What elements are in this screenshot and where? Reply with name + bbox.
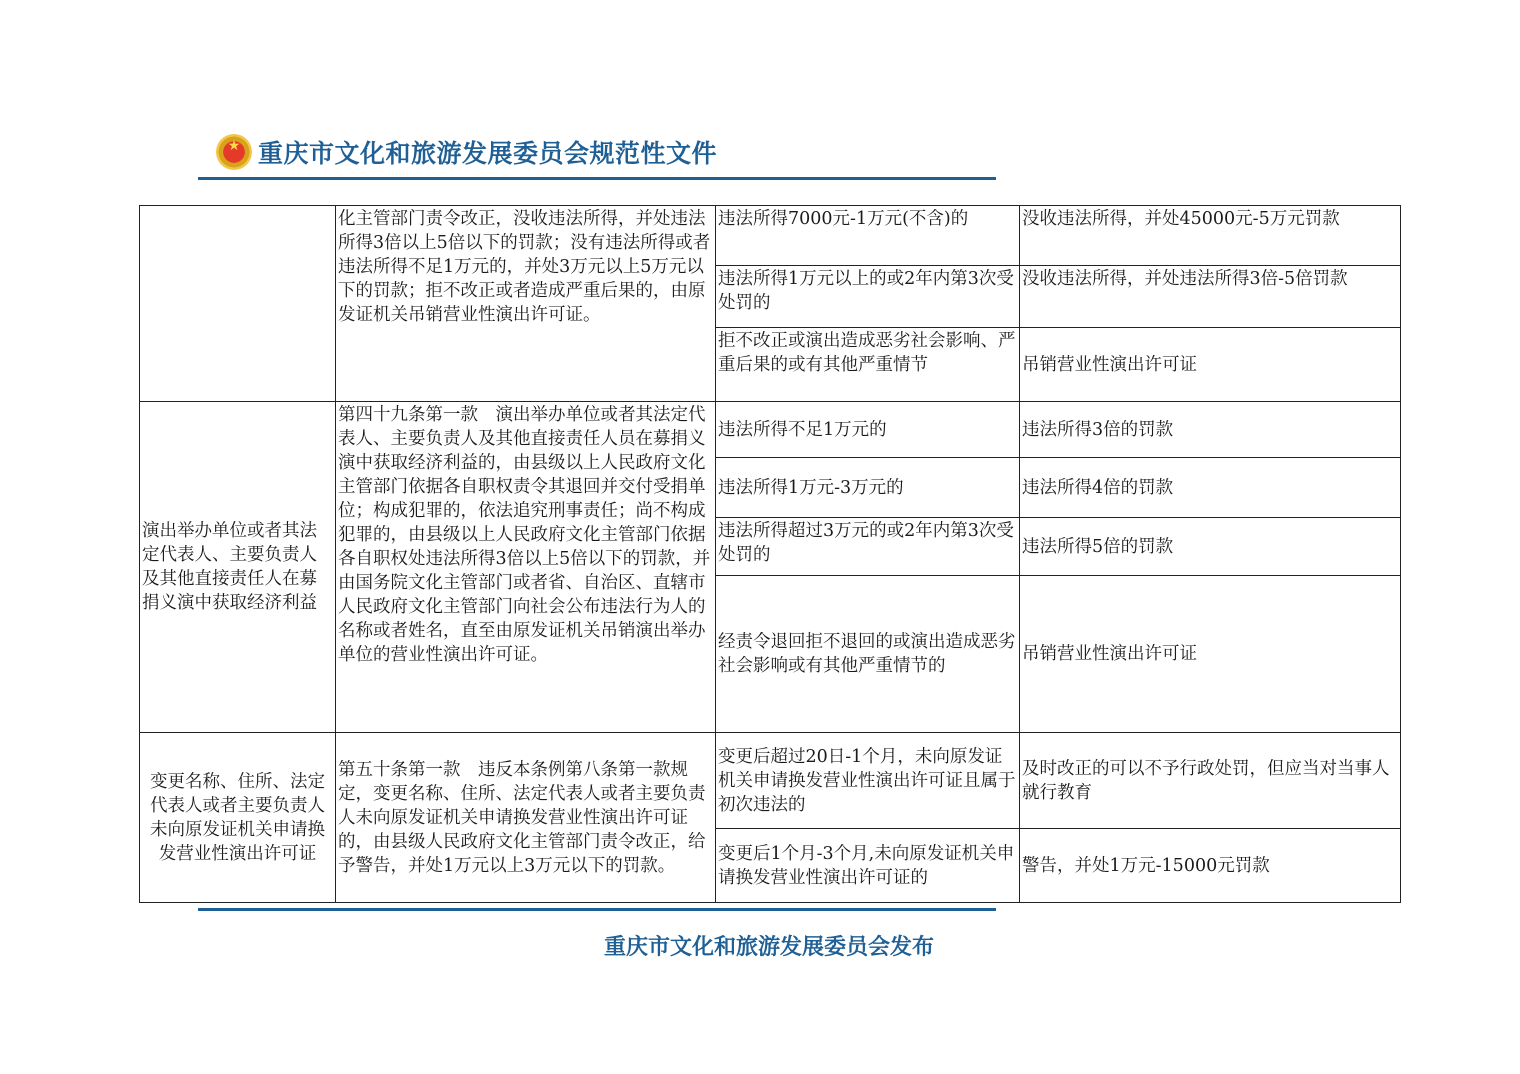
table-row bbox=[140, 206, 1401, 266]
penalty-cell: 及时改正的可以不予行政处罚，但应当对当事人就行教育 bbox=[1020, 733, 1401, 829]
penalty-cell: 没收违法所得，并处违法所得3倍-5倍罚款 bbox=[1020, 266, 1401, 328]
circumstance-cell: 经责令退回拒不退回的或演出造成恶劣社会影响或有其他严重情节的 bbox=[716, 576, 1020, 733]
footer-publisher: 重庆市文化和旅游发展委员会发布 bbox=[604, 935, 935, 960]
violation-cell: 变更名称、住所、法定代表人或者主要负责人未向原发证机关申请换发营业性演出许可证 bbox=[140, 733, 336, 903]
circumstance-cell: 变更后1个月-3个月,未向原发证机关申请换发营业性演出许可证的 bbox=[716, 829, 1020, 903]
circumstance-cell: 违法所得7000元-1万元(不含)的 bbox=[716, 206, 1020, 266]
penalty-cell: 吊销营业性演出许可证 bbox=[1020, 328, 1401, 402]
header-title: 重庆市文化和旅游发展委员会规范性文件 bbox=[258, 139, 718, 168]
provision-cell: 第四十九条第一款 演出举办单位或者其法定代表人、主要负责人及其他直接责任人员在募捐义演中获取经济利益的，由县级以上人民政府文化主管部门依据各自职权责令其退回并交付受捐单位；构成犯罪的，依法追究刑事责任；尚不构成犯罪的，由县级以上人民政府文化主管部门依据各自职权处违法所得3倍以上5倍以下的罚款，并由国务院文化主管部门或者省、自治区、直辖市人民政府文化主管部门向社会公布违法行为人的名称或者姓名，直至由原发证机关吊销演出举办单位的营业性演出许可证。 bbox=[336, 402, 716, 733]
penalty-cell: 违法所得5倍的罚款 bbox=[1020, 518, 1401, 576]
violation-cell: 演出举办单位或者其法定代表人、主要负责人及其他直接责任人在募捐义演中获取经济利益 bbox=[140, 402, 336, 733]
circumstance-cell: 违法所得1万元-3万元的 bbox=[716, 458, 1020, 518]
violation-cell bbox=[140, 206, 336, 402]
document-header bbox=[216, 132, 717, 172]
penalty-cell: 违法所得3倍的罚款 bbox=[1020, 402, 1401, 458]
circumstance-cell: 变更后超过20日-1个月，未向原发证机关申请换发营业性演出许可证且属于初次违法的 bbox=[716, 733, 1020, 829]
table-row bbox=[140, 733, 1401, 829]
provision-cell: 第五十条第一款 违反本条例第八条第一款规定，变更名称、住所、法定代表人或者主要负责人未向原发证机关申请换发营业性演出许可证的，由县级人民政府文化主管部门责令改正，给予警告，并处1万元以上3万元以下的罚款。 bbox=[336, 733, 716, 903]
circumstance-cell: 违法所得1万元以上的或2年内第3次受处罚的 bbox=[716, 266, 1020, 328]
circumstance-cell: 违法所得超过3万元的或2年内第3次受处罚的 bbox=[716, 518, 1020, 576]
penalty-cell: 吊销营业性演出许可证 bbox=[1020, 576, 1401, 733]
circumstance-cell: 拒不改正或演出造成恶劣社会影响、严重后果的或有其他严重情节 bbox=[716, 328, 1020, 402]
circumstance-cell: 违法所得不足1万元的 bbox=[716, 402, 1020, 458]
header-rule bbox=[198, 177, 996, 180]
penalty-cell: 违法所得4倍的罚款 bbox=[1020, 458, 1401, 518]
penalty-cell: 警告，并处1万元-15000元罚款 bbox=[1020, 829, 1401, 903]
footer-rule bbox=[198, 908, 996, 911]
national-emblem-icon bbox=[216, 134, 252, 170]
table-row bbox=[140, 402, 1401, 458]
provision-cell: 化主管部门责令改正，没收违法所得，并处违法所得3倍以上5倍以下的罚款；没有违法所得或者违法所得不足1万元的，并处3万元以上5万元以下的罚款；拒不改正或者造成严重后果的，由原发证机关吊销营业性演出许可证。 bbox=[336, 206, 716, 402]
penalty-table bbox=[139, 205, 1401, 903]
penalty-cell: 没收违法所得，并处45000元-5万元罚款 bbox=[1020, 206, 1401, 266]
